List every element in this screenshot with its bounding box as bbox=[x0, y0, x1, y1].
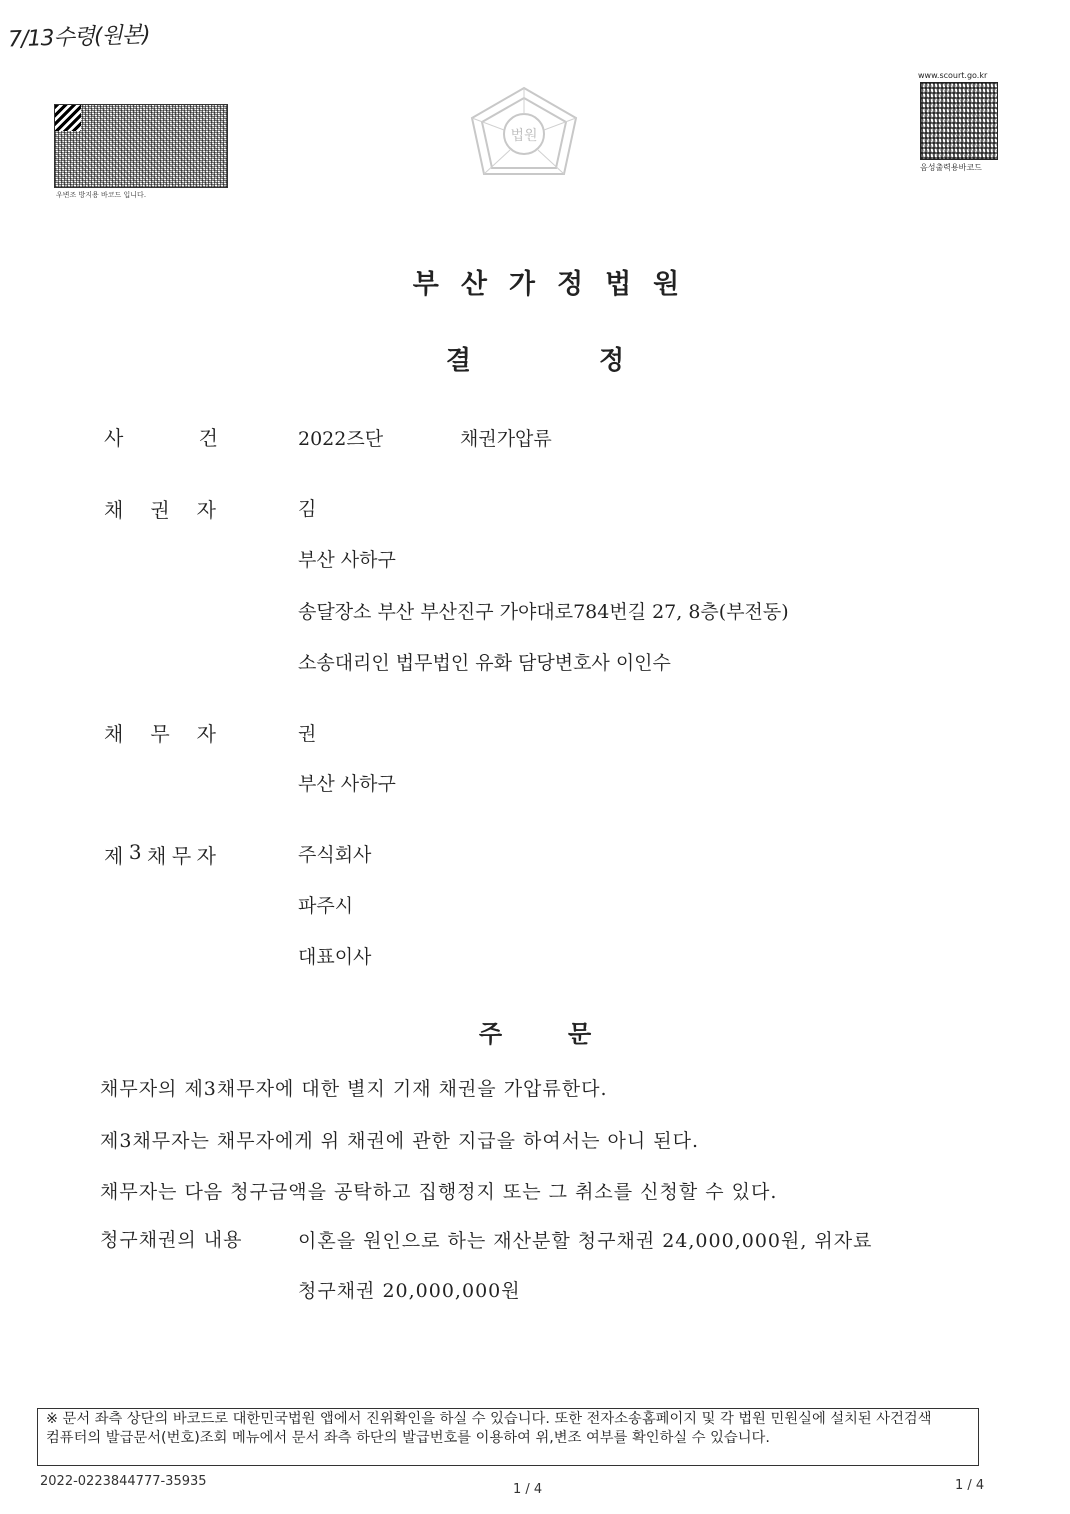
debtor-label-char: 자 bbox=[196, 722, 216, 746]
court-name: 부산가정법원 bbox=[412, 269, 702, 300]
barcode-caption: 우변조 방지용 바코드 입니다. bbox=[56, 191, 147, 199]
case-label bbox=[104, 422, 218, 451]
third-debtor-label-char: 제 bbox=[104, 844, 124, 868]
creditor-label-char: 채 bbox=[104, 498, 124, 522]
court-seal-watermark bbox=[466, 84, 582, 184]
case-number: 2022즈단 bbox=[298, 428, 384, 450]
third-debtor-address: 파주시 bbox=[298, 895, 354, 917]
creditor-service-address: 송달장소 부산 부산진구 가야대로784번길 27, 8층(부전동) bbox=[298, 601, 789, 623]
debtor-label bbox=[104, 718, 216, 747]
title-char-2: 정 bbox=[599, 346, 625, 376]
verification-barcode bbox=[54, 104, 228, 188]
case-label-char: 건 bbox=[198, 426, 218, 450]
claim-line-2: 청구채권 20,000,000원 bbox=[298, 1280, 521, 1302]
third-debtor-label bbox=[104, 840, 216, 869]
order-paragraph-3: 채무자는 다음 청구금액을 공탁하고 집행정지 또는 그 취소를 신청할 수 있다. bbox=[100, 1181, 778, 1203]
debtor-label-char: 채 bbox=[104, 722, 124, 746]
creditor-attorney: 소송대리인 법무법인 유화 담당변호사 이인수 bbox=[298, 652, 671, 674]
creditor-name: 김 bbox=[298, 498, 317, 520]
creditor-address: 부산 사하구 bbox=[298, 549, 396, 571]
seal-text: 법원 bbox=[510, 128, 538, 144]
creditor-label bbox=[104, 494, 216, 523]
document-title bbox=[0, 340, 1070, 377]
issue-number: 2022-0223844777-35935 bbox=[40, 1474, 207, 1489]
order-heading-char: 문 bbox=[568, 1020, 592, 1048]
third-debtor-label-char: 채 bbox=[147, 844, 167, 868]
order-heading-char: 주 bbox=[478, 1020, 502, 1048]
qr-url: www.scourt.go.kr bbox=[918, 71, 988, 80]
third-debtor-label-char: 무 bbox=[171, 844, 192, 868]
third-debtor-representative: 대표이사 bbox=[298, 946, 372, 968]
title-char-1: 결 bbox=[445, 346, 471, 376]
debtor-address: 부산 사하구 bbox=[298, 773, 396, 795]
third-debtor-company: 주식회사 bbox=[298, 844, 372, 866]
page-number-center: 1 / 4 bbox=[513, 1482, 543, 1497]
order-paragraph-2: 제3채무자는 채무자에게 위 채권에 관한 지급을 하여서는 아니 된다. bbox=[100, 1130, 700, 1152]
debtor-name: 권 bbox=[298, 723, 317, 745]
order-heading bbox=[0, 1014, 1070, 1049]
claim-line-1: 이혼을 원인으로 하는 재산분할 청구채권 24,000,000원, 위자료 bbox=[298, 1230, 873, 1252]
claim-label: 청구채권의 내용 bbox=[100, 1229, 243, 1251]
debtor-label-char: 무 bbox=[150, 722, 170, 746]
case-title: 채권가압류 bbox=[460, 428, 552, 450]
voice-output-qr-code bbox=[920, 82, 998, 160]
creditor-label-char: 권 bbox=[150, 498, 170, 522]
order-paragraph-1: 채무자의 제3채무자에 대한 별지 기재 채권을 가압류한다. bbox=[100, 1078, 608, 1100]
page-number-right: 1 / 4 bbox=[955, 1478, 985, 1493]
creditor-label-char: 자 bbox=[196, 498, 216, 522]
verification-notice: ※ 문서 좌측 상단의 바코드로 대한민국법원 앱에서 진위확인을 하실 수 있습니다. 또한 전자소송홈페이지 및 각 법원 민원실에 설치된 사건검색 컴퓨터의 발급문서(번호)조회 메뉴에서 문서 좌측 하단의 발급번호를 이용하여 위,변조 여부를 확인하실 수 있습니다. bbox=[37, 1408, 979, 1466]
third-debtor-label-char: 3 bbox=[128, 840, 142, 864]
handwritten-receipt-note: 7/13수령(원본) bbox=[7, 22, 151, 53]
qr-caption: 음성출력용바코드 bbox=[920, 163, 982, 172]
case-label-char: 사 bbox=[104, 426, 124, 450]
third-debtor-label-char: 자 bbox=[196, 844, 216, 868]
